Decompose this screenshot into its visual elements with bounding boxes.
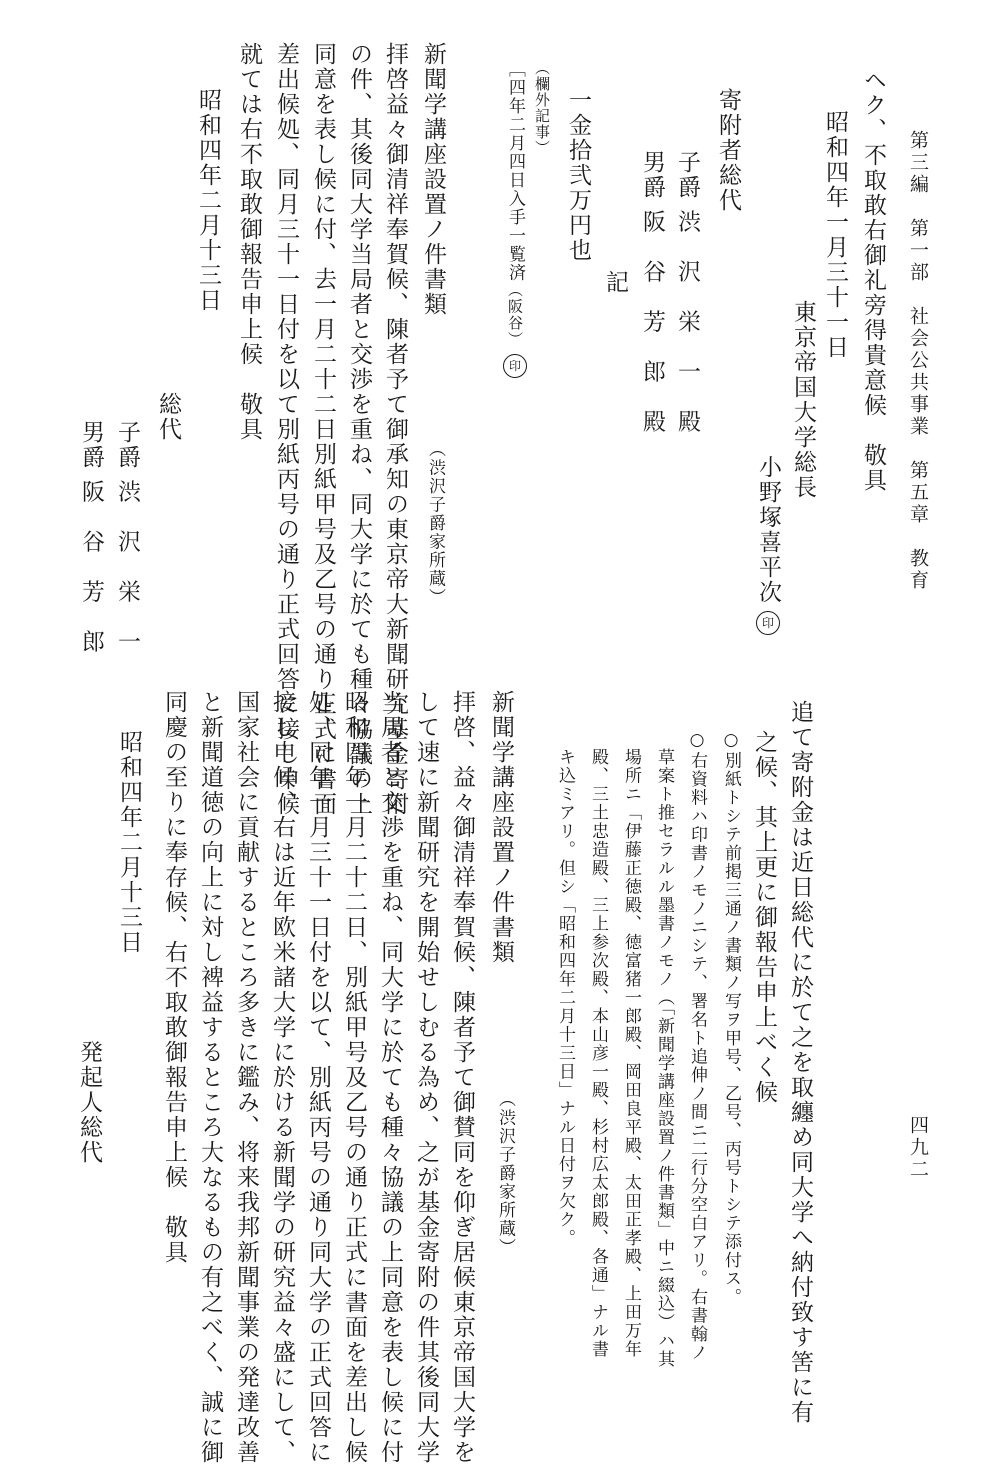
editorial-note-6: キ込ミアリ。但シ「昭和四年二月十三日」ナル日付ヲ欠ク。 (555, 748, 575, 1248)
amount-line: 一金拾弐万円也 (565, 88, 591, 263)
upper-letter-line-2: の件、其後同大学当局者と交渉を重ね、同大学に於ても種々協議の上 (346, 42, 372, 817)
lower-letter-line-6: 接し申候、右は近年欧米諸大学に於ける新聞学の研究益々盛にして、 (269, 690, 295, 1465)
editorial-note-4: 場所ニ「伊藤正徳殿、徳富猪一郎殿、岡田良平殿、太田正孝殿、上田万年 (621, 748, 641, 1359)
page-number: 四九二 (907, 1115, 929, 1181)
lower-letter-line-5: 処、同年一月三十一日付を以て、別紙丙号の通り同大学の正式回答に (305, 690, 331, 1465)
upper-letter-line-4: 差出候処、同月三十一日付を以て別紙丙号の通り正式回答に接し申候 (273, 42, 299, 817)
document-title-lower: 新聞学講座設置ノ件書類 (488, 690, 514, 965)
seal-icon: 印 (756, 611, 780, 635)
marginal-note-sakatani: （阪谷） (506, 282, 524, 348)
lower-letter-line-8: と新聞道徳の向上に対し裨益するところ大なるもの有之べく、誠に御 (197, 690, 223, 1465)
lower-postscript-line-1: 追て寄附金は近日総代に於て之を取纏め同大学へ納付致す筈に有 (787, 700, 813, 1425)
upper-letter-line-3: 同意を表し候に付、去一月二十二日別紙甲号及乙号の通り正式に書面 (310, 42, 336, 817)
seal-icon: 印 (503, 354, 527, 378)
lower-date: 昭和四年二月十三日 (116, 730, 142, 955)
signatory-shibusawa: 子爵 渋 沢 栄 一 (114, 420, 140, 655)
upper-date-1: 昭和四年一月三十一日 (822, 110, 848, 360)
lower-postscript-line-2: 之候、其上更に御報告申上べく候 (751, 730, 777, 1105)
lower-letter-line-2: して速に新聞研究を開始せしむる為め、之が基金寄附の件其後同大学 (413, 690, 439, 1465)
upper-letter-line-1: 拝啓益々御清祥奉賀候、陳者予て御承知の東京帝大新聞研究基金寄附 (382, 42, 408, 817)
editorial-note-1: ○別紙トシテ前掲三通ノ書類ノ写ヲ甲号、乙号、丙号トシテ添付ス。 (721, 730, 741, 1307)
promoters-representative: 発起人総代 (76, 1040, 102, 1165)
editorial-note-3: 草案ト推セラルル墨書ノモノ（「新聞学講座設置ノ件書類」中ニ綴込）ハ其 (654, 748, 674, 1369)
donor-representatives-label: 寄附者総代 (715, 88, 741, 213)
editorial-note-2: ○右資料ハ印書ノモノニシテ、署名ト追伸ノ間ニ二行分空白アリ。右書翰ノ (687, 730, 707, 1362)
signatory-sakatani: 男爵 阪 谷 芳 郎 (78, 420, 104, 655)
lower-letter-line-3: 当局者と交渉を重ね、同大学に於ても種々協議の上同意を表し候に付 (377, 690, 403, 1465)
upper-letter-line-5: 就ては右不取敢御報告申上候 敬具 (236, 42, 262, 442)
lower-letter-line-1: 拝啓、益々御清祥奉賀候、陳者予て御賛同を仰ぎ居候東京帝国大学を (449, 690, 475, 1465)
addressee-sakatani: 男爵 阪 谷 芳 郎 殿 (639, 150, 665, 435)
source-note-upper: （渋沢子爵家所蔵） (425, 440, 445, 607)
upper-date-2: 昭和四年二月十三日 (195, 88, 221, 313)
lower-letter-line-9: 同慶の至りに奉存候、右不取敢御報告申上候 敬具 (161, 690, 187, 1265)
lower-letter-line-7: 国家社会に貢献するところ多きに鑑み、将来我邦新聞事業の発達改善 (233, 690, 259, 1465)
lower-letter-line-4: 昭和四年一月二十二日、別紙甲号及乙号の通り正式に書面を差出し候 (341, 690, 367, 1465)
source-note-lower: （渋沢子爵家所蔵） (495, 1090, 515, 1257)
marginal-note-text (500, 60, 530, 378)
running-head: 第三編 第一部 社会公共事業 第五章 教育 (907, 130, 929, 592)
university-president-name (753, 455, 783, 635)
president-name-text: 小野塚喜平次 (755, 455, 781, 605)
marginal-note-label: （欄外記事） (533, 60, 551, 156)
editorial-note-5: 殿、三土忠造殿、三上参次殿、本山彦一殿、杉村広太郎殿、各通」ナル書 (588, 748, 608, 1359)
representatives-label: 総代 (155, 392, 181, 442)
marginal-note-body: ［四年二月四日入手一覧済 (505, 60, 525, 282)
addressee-shibusawa: 子爵 渋 沢 栄 一 殿 (674, 150, 700, 435)
ki-heading: 記 (602, 270, 628, 295)
upper-line-1: ヘク、不取敢右御礼旁得貴意候 敬具 (860, 68, 886, 493)
university-president-title: 東京帝国大学総長 (790, 300, 816, 500)
document-title-upper: 新聞学講座設置ノ件書類 (420, 42, 446, 317)
